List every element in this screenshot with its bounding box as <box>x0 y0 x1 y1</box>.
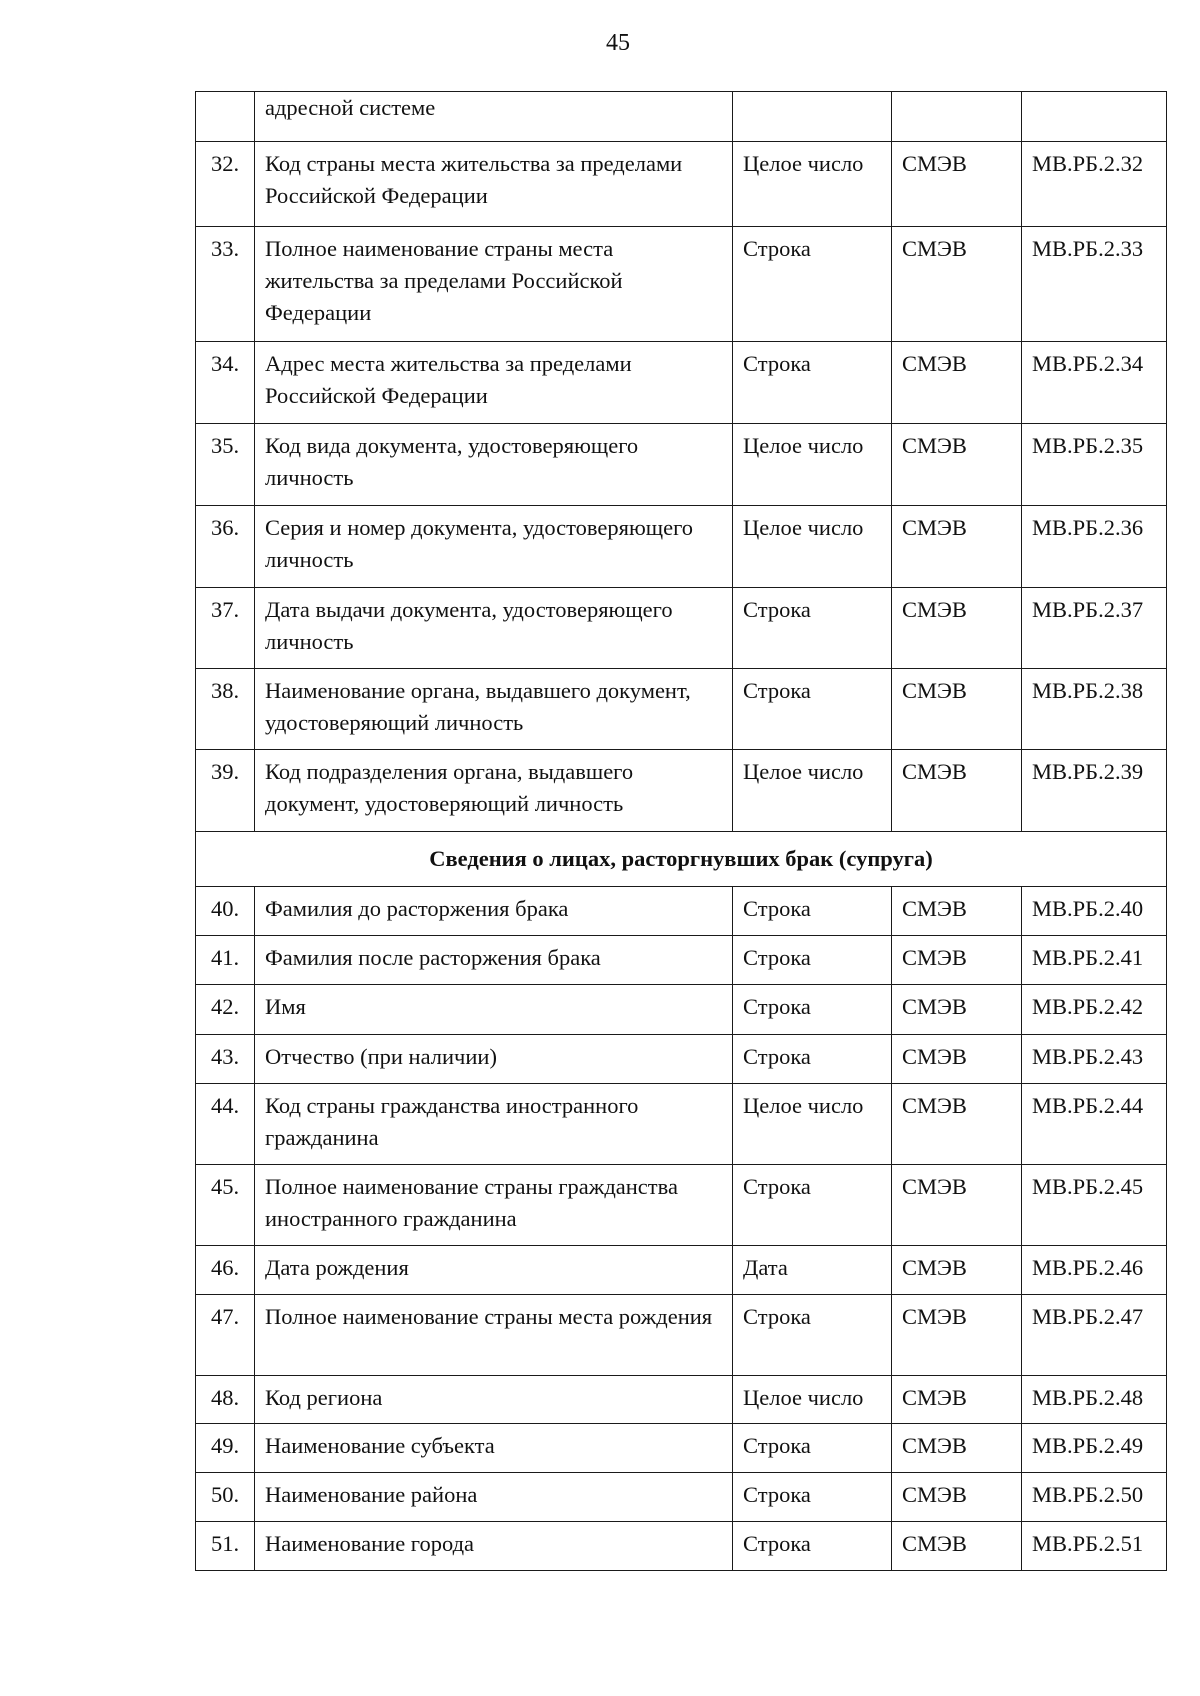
field-name: Код подразделения органа, выдавшего документ, удостоверяющий личность <box>255 750 733 832</box>
field-source: СМЭВ <box>892 1246 1022 1295</box>
field-source: СМЭВ <box>892 506 1022 588</box>
table-row <box>196 1522 1167 1571</box>
field-code: МВ.РБ.2.41 <box>1022 936 1167 985</box>
field-type: Строка <box>733 227 892 342</box>
table-row <box>196 142 1167 227</box>
row-number: 36. <box>196 506 255 588</box>
field-source: СМЭВ <box>892 750 1022 832</box>
row-number: 35. <box>196 424 255 506</box>
field-source: СМЭВ <box>892 985 1022 1035</box>
field-source: СМЭВ <box>892 424 1022 506</box>
field-code: МВ.РБ.2.35 <box>1022 424 1167 506</box>
field-code: МВ.РБ.2.34 <box>1022 342 1167 424</box>
table-row <box>196 588 1167 669</box>
field-name: Полное наименование страны места жительства за пределами Российской Федерации <box>255 227 733 342</box>
field-name: Полное наименование страны места рождения <box>255 1295 733 1376</box>
table-row <box>196 936 1167 985</box>
field-name: Фамилия после расторжения брака <box>255 936 733 985</box>
field-source: СМЭВ <box>892 1084 1022 1165</box>
field-source: СМЭВ <box>892 669 1022 750</box>
table-row <box>196 985 1167 1035</box>
row-number: 41. <box>196 936 255 985</box>
field-type: Строка <box>733 1295 892 1376</box>
data-fields-table <box>195 91 1167 1571</box>
row-number: 32. <box>196 142 255 227</box>
field-source: СМЭВ <box>892 1165 1022 1246</box>
field-type: Строка <box>733 936 892 985</box>
field-source: СМЭВ <box>892 936 1022 985</box>
field-name: Серия и номер документа, удостоверяющего личность <box>255 506 733 588</box>
row-number: 37. <box>196 588 255 669</box>
row-number: 44. <box>196 1084 255 1165</box>
field-name: Отчество (при наличии) <box>255 1035 733 1084</box>
field-name: адресной системе <box>255 92 733 142</box>
row-number: 50. <box>196 1473 255 1522</box>
field-source: СМЭВ <box>892 887 1022 936</box>
table-row <box>196 92 1167 142</box>
field-code: МВ.РБ.2.33 <box>1022 227 1167 342</box>
field-name: Дата выдачи документа, удостоверяющего личность <box>255 588 733 669</box>
field-type: Дата <box>733 1246 892 1295</box>
row-number: 46. <box>196 1246 255 1295</box>
field-type: Строка <box>733 1035 892 1084</box>
field-code: МВ.РБ.2.42 <box>1022 985 1167 1035</box>
field-name: Полное наименование страны гражданства иностранного гражданина <box>255 1165 733 1246</box>
field-code: МВ.РБ.2.40 <box>1022 887 1167 936</box>
page-number: 45 <box>606 30 630 56</box>
table-row <box>196 669 1167 750</box>
field-code: МВ.РБ.2.44 <box>1022 1084 1167 1165</box>
row-number: 34. <box>196 342 255 424</box>
field-code: МВ.РБ.2.32 <box>1022 142 1167 227</box>
table-row <box>196 1246 1167 1295</box>
field-name: Код вида документа, удостоверяющего личность <box>255 424 733 506</box>
field-name: Дата рождения <box>255 1246 733 1295</box>
field-source: СМЭВ <box>892 1295 1022 1376</box>
field-name: Код страны места жительства за пределами Российской Федерации <box>255 142 733 227</box>
table-row <box>196 342 1167 424</box>
field-type: Целое число <box>733 142 892 227</box>
row-number: 33. <box>196 227 255 342</box>
field-source: СМЭВ <box>892 588 1022 669</box>
table-row <box>196 1165 1167 1246</box>
field-code: МВ.РБ.2.36 <box>1022 506 1167 588</box>
table-row <box>196 1376 1167 1424</box>
table-row <box>196 506 1167 588</box>
field-code: МВ.РБ.2.37 <box>1022 588 1167 669</box>
field-code <box>1022 92 1167 142</box>
field-name: Наименование района <box>255 1473 733 1522</box>
field-name: Код региона <box>255 1376 733 1424</box>
section-title: Сведения о лицах, расторгнувших брак (супруга) <box>196 832 1167 887</box>
field-type: Целое число <box>733 506 892 588</box>
row-number <box>196 92 255 142</box>
field-type: Строка <box>733 985 892 1035</box>
field-type: Целое число <box>733 750 892 832</box>
field-source: СМЭВ <box>892 1522 1022 1571</box>
field-source: СМЭВ <box>892 342 1022 424</box>
field-name: Наименование субъекта <box>255 1424 733 1473</box>
row-number: 49. <box>196 1424 255 1473</box>
field-type: Целое число <box>733 424 892 506</box>
field-code: МВ.РБ.2.49 <box>1022 1424 1167 1473</box>
field-type: Строка <box>733 342 892 424</box>
field-source: СМЭВ <box>892 1376 1022 1424</box>
field-type: Целое число <box>733 1376 892 1424</box>
table-row <box>196 750 1167 832</box>
field-source <box>892 92 1022 142</box>
table-row <box>196 1473 1167 1522</box>
field-name: Код страны гражданства иностранного гражданина <box>255 1084 733 1165</box>
field-type: Строка <box>733 669 892 750</box>
table-row <box>196 1424 1167 1473</box>
row-number: 42. <box>196 985 255 1035</box>
field-type: Строка <box>733 1473 892 1522</box>
field-name: Наименование города <box>255 1522 733 1571</box>
row-number: 43. <box>196 1035 255 1084</box>
field-type: Строка <box>733 887 892 936</box>
row-number: 40. <box>196 887 255 936</box>
field-code: МВ.РБ.2.51 <box>1022 1522 1167 1571</box>
field-code: МВ.РБ.2.46 <box>1022 1246 1167 1295</box>
field-type: Строка <box>733 1165 892 1246</box>
field-code: МВ.РБ.2.50 <box>1022 1473 1167 1522</box>
field-type: Строка <box>733 1424 892 1473</box>
row-number: 45. <box>196 1165 255 1246</box>
field-type <box>733 92 892 142</box>
section-row <box>196 832 1167 887</box>
field-source: СМЭВ <box>892 1035 1022 1084</box>
field-type: Строка <box>733 588 892 669</box>
field-code: МВ.РБ.2.45 <box>1022 1165 1167 1246</box>
table-row <box>196 424 1167 506</box>
table-row <box>196 227 1167 342</box>
field-type: Строка <box>733 1522 892 1571</box>
field-code: МВ.РБ.2.38 <box>1022 669 1167 750</box>
field-code: МВ.РБ.2.43 <box>1022 1035 1167 1084</box>
field-name: Адрес места жительства за пределами Российской Федерации <box>255 342 733 424</box>
row-number: 47. <box>196 1295 255 1376</box>
field-type: Целое число <box>733 1084 892 1165</box>
row-number: 38. <box>196 669 255 750</box>
table-row <box>196 1035 1167 1084</box>
row-number: 48. <box>196 1376 255 1424</box>
field-source: СМЭВ <box>892 1473 1022 1522</box>
field-source: СМЭВ <box>892 1424 1022 1473</box>
table-row <box>196 1295 1167 1376</box>
field-source: СМЭВ <box>892 227 1022 342</box>
field-source: СМЭВ <box>892 142 1022 227</box>
field-code: МВ.РБ.2.48 <box>1022 1376 1167 1424</box>
field-name: Имя <box>255 985 733 1035</box>
field-name: Фамилия до расторжения брака <box>255 887 733 936</box>
field-code: МВ.РБ.2.47 <box>1022 1295 1167 1376</box>
row-number: 51. <box>196 1522 255 1571</box>
table-row <box>196 1084 1167 1165</box>
field-name: Наименование органа, выдавшего документ, удостоверяющий личность <box>255 669 733 750</box>
row-number: 39. <box>196 750 255 832</box>
table-row <box>196 887 1167 936</box>
field-code: МВ.РБ.2.39 <box>1022 750 1167 832</box>
